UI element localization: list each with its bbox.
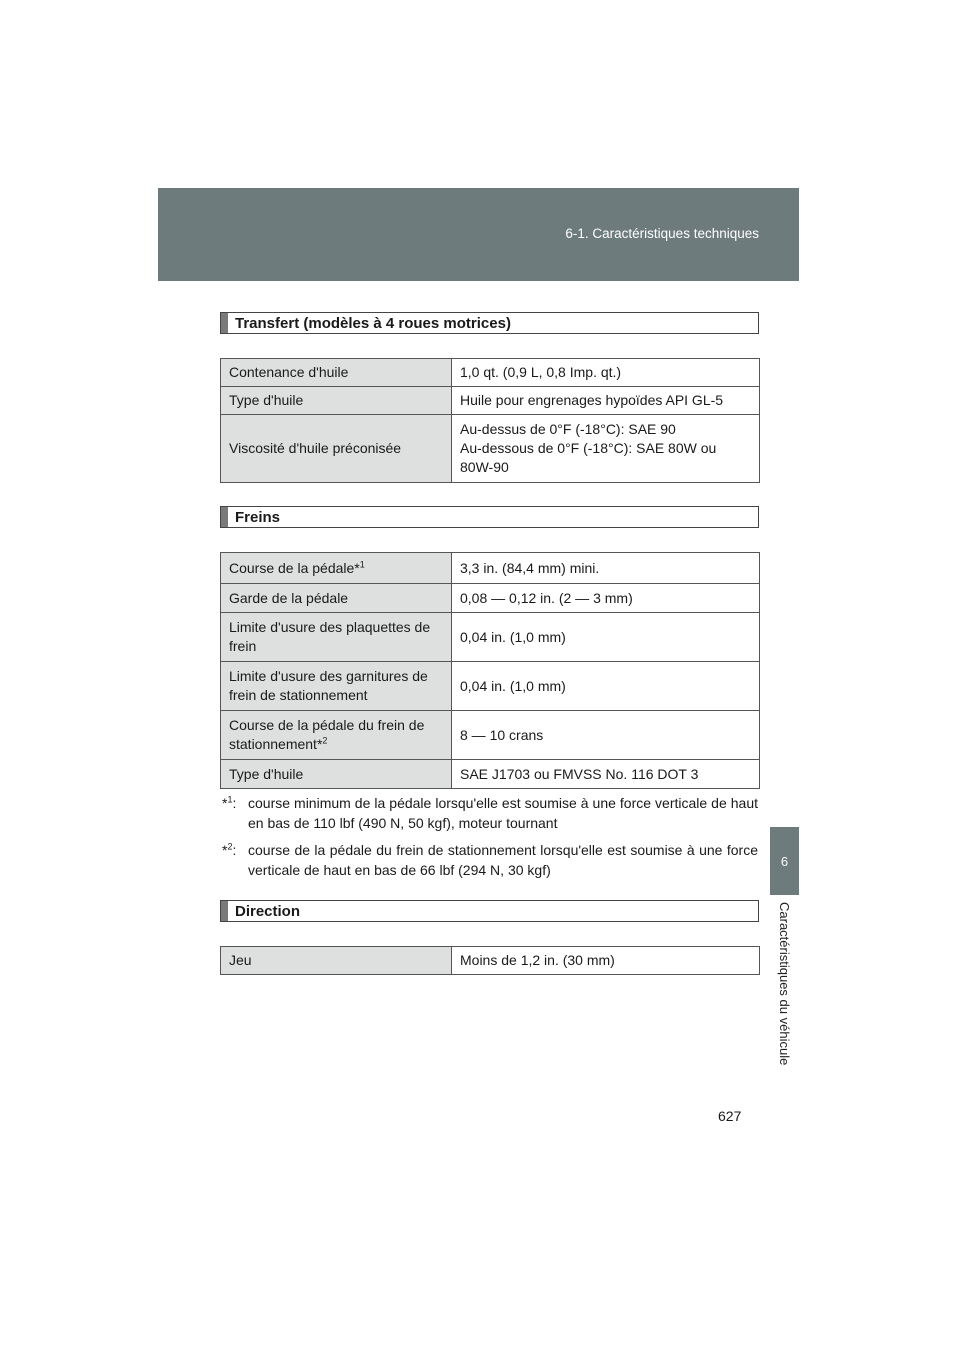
table-row bbox=[221, 760, 760, 789]
table-row bbox=[221, 711, 760, 760]
table-row bbox=[221, 415, 760, 483]
spec-value: 8 — 10 crans bbox=[452, 711, 760, 760]
chapter-title: 6-1. Caractéristiques techniques bbox=[565, 226, 759, 241]
spec-value bbox=[452, 415, 760, 483]
footnote-ref: 1 bbox=[359, 558, 365, 569]
footnote-text: course de la pédale du frein de stationnement lorsqu'elle est soumise à une force verticale de haut en bas de 66 lbf (294 N, 30 kgf) bbox=[248, 842, 758, 878]
chapter-tab-number: 6 bbox=[770, 827, 799, 895]
footnote bbox=[222, 840, 758, 880]
spec-value: 0,04 in. (1,0 mm) bbox=[452, 613, 760, 662]
spec-table-transfert bbox=[220, 358, 760, 483]
spec-value: 0,08 — 0,12 in. (2 — 3 mm) bbox=[452, 584, 760, 613]
spec-label: Contenance d'huile bbox=[221, 359, 452, 387]
table-row bbox=[221, 613, 760, 662]
table-row bbox=[221, 662, 760, 711]
chapter-header bbox=[158, 188, 799, 281]
footnote bbox=[222, 793, 758, 833]
section-title: Transfert (modèles à 4 roues motrices) bbox=[235, 314, 511, 332]
footnote-mark: *$^1$: bbox=[222, 794, 237, 811]
spec-label: Course de la pédale du frein de stationnement*$^2$ bbox=[221, 711, 452, 760]
table-row bbox=[221, 359, 760, 387]
spec-value-line: Au-dessous de 0°F (-18°C): SAE 80W ou bbox=[460, 440, 717, 456]
section-title: Direction bbox=[235, 902, 301, 920]
section-heading-direction bbox=[220, 900, 759, 922]
spec-label: Jeu bbox=[221, 947, 452, 975]
spec-value: Huile pour engrenages hypoïdes API GL-5 bbox=[452, 387, 760, 415]
spec-label: Course de la pédale*$^1$ bbox=[221, 553, 452, 584]
spec-value: 3,3 in. (84,4 mm) mini. bbox=[452, 553, 760, 584]
spec-label: Limite d'usure des garnitures de frein de stationnement bbox=[221, 662, 452, 711]
table-row bbox=[221, 553, 760, 584]
section-heading-freins bbox=[220, 506, 759, 528]
spec-value-line: Au-dessus de 0°F (-18°C): SAE 90 bbox=[460, 421, 676, 437]
table-row bbox=[221, 947, 760, 975]
spec-value: 1,0 qt. (0,9 L, 0,8 Imp. qt.) bbox=[452, 359, 760, 387]
heading-marker bbox=[221, 313, 228, 333]
heading-marker bbox=[221, 507, 228, 527]
spec-value: SAE J1703 ou FMVSS No. 116 DOT 3 bbox=[452, 760, 760, 789]
section-heading-transfert bbox=[220, 312, 759, 334]
spec-label: Type d'huile bbox=[221, 760, 452, 789]
spec-table-freins bbox=[220, 552, 760, 789]
spec-value: 0,04 in. (1,0 mm) bbox=[452, 662, 760, 711]
spec-value-line: 80W-90 bbox=[460, 459, 509, 475]
spec-value: Moins de 1,2 in. (30 mm) bbox=[452, 947, 760, 975]
chapter-side-label-text: Caractéristiques du véhicule bbox=[777, 902, 792, 1066]
page-number: 627 bbox=[718, 1108, 742, 1124]
footnote-ref: 2 bbox=[322, 735, 328, 746]
spec-label: Limite d'usure des plaquettes de frein bbox=[221, 613, 452, 662]
table-row bbox=[221, 584, 760, 613]
footnote-text: course minimum de la pédale lorsqu'elle est soumise à une force verticale de haut en bas de 110 lbf (490 N, 50 kgf), moteur tournant bbox=[248, 795, 758, 831]
spec-label: Type d'huile bbox=[221, 387, 452, 415]
spec-label: Garde de la pédale bbox=[221, 584, 452, 613]
heading-marker bbox=[221, 901, 228, 921]
table-row bbox=[221, 387, 760, 415]
footnote-mark: *$^2$: bbox=[222, 841, 237, 858]
spec-label: Viscosité d'huile préconisée bbox=[221, 415, 452, 483]
chapter-side-label bbox=[770, 902, 799, 1102]
spec-table-direction bbox=[220, 946, 760, 975]
section-title: Freins bbox=[235, 508, 281, 526]
